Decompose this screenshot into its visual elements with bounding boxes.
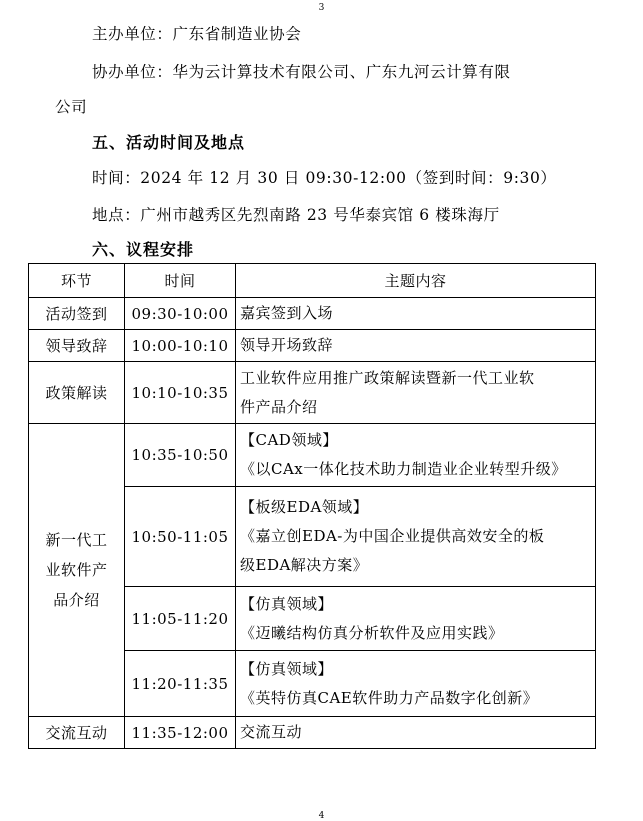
topic-line: 级EDA解决方案》: [240, 556, 369, 574]
topic-line: 领导开场致辞: [240, 336, 334, 354]
merged-segment-line: 业软件产: [45, 561, 108, 579]
segment-cell: 领导致辞: [29, 330, 125, 362]
topic-line: 《以CAx一体化技术助力制造业企业转型升级》: [240, 460, 567, 478]
header-time: 时间: [125, 264, 236, 298]
topic-line: 《英特仿真CAE软件助力产品数字化创新》: [240, 688, 539, 707]
table-row: [29, 362, 596, 424]
topic-line: 工业软件应用推广政策解读暨新一代工业软: [240, 368, 535, 387]
table-row: [29, 298, 596, 330]
table-row: [29, 717, 596, 749]
topic-cell: [236, 717, 596, 749]
table-row: [29, 330, 596, 362]
topic-cell: [236, 298, 596, 330]
place-line: 地点：广州市越秀区先烈南路 23 号华泰宾馆 6 楼珠海厅: [92, 206, 500, 224]
segment-cell: 活动签到: [29, 298, 125, 330]
topic-line: 《嘉立创EDA-为中国企业提供高效安全的板: [240, 527, 545, 545]
section5-title: 五、活动时间及地点: [92, 133, 246, 152]
topic-cell: [236, 424, 596, 487]
topic-cell: [236, 651, 596, 717]
time-cell: 10:35-10:50: [125, 424, 236, 487]
topic-line: 件产品介绍: [240, 397, 318, 416]
header-segment: 环节: [29, 264, 125, 298]
topic-line: 交流互动: [240, 723, 303, 741]
topic-line: 【仿真领域】: [240, 659, 334, 678]
time-cell: 10:50-11:05: [125, 487, 236, 587]
time-cell: 10:00-10:10: [125, 330, 236, 362]
topic-line: 嘉宾签到入场: [240, 304, 334, 322]
co-organizer-line-2: 公司: [55, 98, 88, 116]
merged-segment-line: 新一代工: [45, 531, 108, 549]
agenda-table: [28, 263, 596, 749]
topic-cell: [236, 587, 596, 651]
header-topic: 主题内容: [236, 264, 596, 298]
topic-cell: [236, 487, 596, 587]
section6-title: 六、议程安排: [92, 240, 195, 259]
topic-cell: [236, 330, 596, 362]
topic-line: 【仿真领域】: [240, 594, 334, 613]
time-cell: 10:10-10:35: [125, 362, 236, 424]
time-line: 时间：2024 年 12 月 30 日 09:30-12:00（签到时间：9:30）: [92, 169, 557, 187]
topic-line: 【CAD领域】: [240, 431, 338, 449]
segment-cell: 交流互动: [29, 717, 125, 749]
time-cell: 11:05-11:20: [125, 587, 236, 651]
time-cell: 11:20-11:35: [125, 651, 236, 717]
segment-cell: 政策解读: [29, 362, 125, 424]
topic-line: 【板级EDA领域】: [240, 498, 369, 516]
table-header-row: [29, 264, 596, 298]
topic-cell: [236, 362, 596, 424]
page-number-bottom: 4: [318, 811, 325, 821]
page-number-top: 3: [318, 3, 325, 13]
time-cell: 09:30-10:00: [125, 298, 236, 330]
table-row: [29, 424, 596, 487]
co-organizer-line-1: 协办单位：华为云计算技术有限公司、广东九河云计算有限: [92, 63, 511, 81]
organizer-line: 主办单位：广东省制造业协会: [92, 25, 302, 43]
time-cell: 11:35-12:00: [125, 717, 236, 749]
merged-segment-line: 品介绍: [53, 591, 100, 609]
merged-segment-cell: [29, 424, 125, 717]
topic-line: 《迈曦结构仿真分析软件及应用实践》: [240, 623, 504, 642]
